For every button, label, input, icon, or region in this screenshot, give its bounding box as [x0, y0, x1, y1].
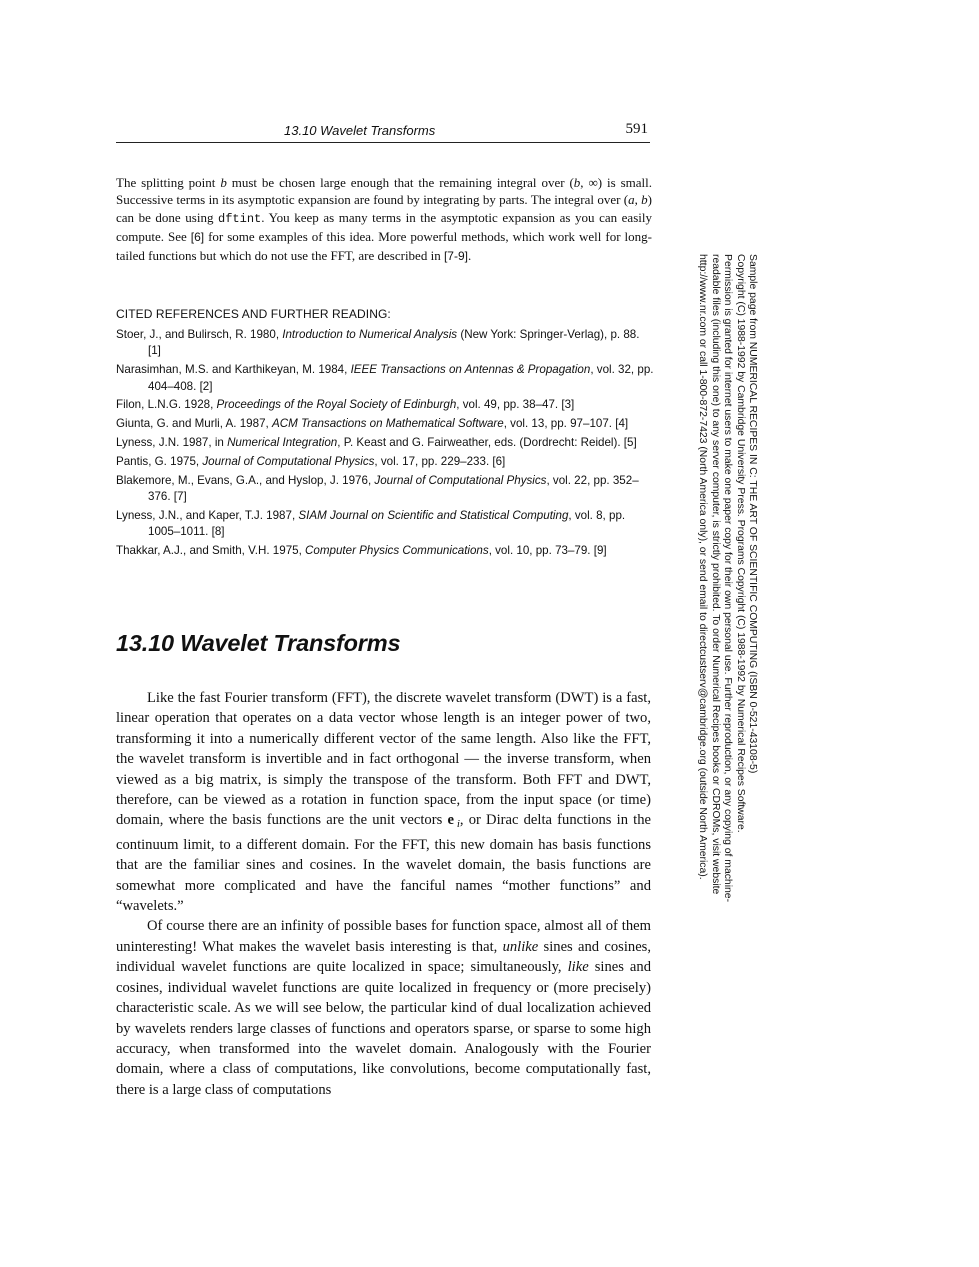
unit-vector-e: e [447, 812, 454, 829]
running-head [116, 120, 650, 143]
running-title: 13.10 Wavelet Transforms [284, 123, 436, 138]
reference-item: Blakemore, M., Evans, G.A., and Hyslop, J. 1976, Journal of Computational Physics, vol. 22, pp. 352–376. [7] [116, 473, 639, 503]
reference-item: Filon, L.N.G. 1928, Proceedings of the Royal Society of Edinburgh, vol. 49, pp. 38–47. [3] [116, 398, 575, 412]
copyright-side-notice [696, 254, 758, 914]
reference-item: Pantis, G. 1975, Journal of Computational Physics, vol. 17, pp. 229–233. [6] [116, 454, 506, 468]
reference-item: Narasimhan, M.S. and Karthikeyan, M. 1984, IEEE Transactions on Antennas & Propagation, vol. 32, pp. 404–408. [2] [116, 363, 654, 393]
section-body [116, 688, 651, 1100]
side-notice-line: Sample page from NUMERICAL RECIPES IN C: THE ART OF SCIENTIFIC COMPUTING (ISBN 0-521-43108-5) [747, 254, 759, 774]
reference-item: Lyness, J.N. 1987, in Numerical Integration, P. Keast and G. Fairweather, eds. (Dordrecht: Reidel). [5] [116, 436, 637, 449]
unit-vector-subscript: i [456, 818, 460, 831]
reference-item: Giunta, G. and Murli, A. 1987, ACM Transactions on Mathematical Software, vol. 13, pp. 97–107. [4] [116, 417, 629, 431]
references-list [116, 327, 654, 562]
references-heading: CITED REFERENCES AND FURTHER READING: [116, 307, 391, 321]
body-paragraph-1: Like the fast Fourier transform (FFT), the discrete wavelet transform (DWT) is a fast, linear operation that operates on a data vector whose length is an integer power of two, transforming it into a numerically different vector of the same length. Also like the FFT, the wavelet transform is invertible and in fact orthogonal — the inverse transform, when viewed as a big matrix, is simply the transpose of the transform. Both FFT and DWT, therefore, can be viewed as a rotation in function space, from the input space (or time) domain, where the basis functions are the unit vectors e $_i$, or Dirac delta functions in the continuum limit, to a different domain. For the FFT, this new domain has basis functions that are the familiar sines and cosines. In the wavelet domain, the basis functions are somewhat more complicated and have the fanciful names “mother functions” and “wavelets.” [116, 690, 651, 915]
side-notice-line: Permission is granted for internet users to make one paper copy for their own personal use. Further reproduction, or any copying of machine- [722, 254, 734, 903]
side-notice-line: Copyright (C) 1988-1992 by Cambridge University Press. Programs Copyright (C) 1988-1992 by Numerical Recipes Software. [734, 254, 746, 833]
side-notice-line: http://www.nr.com or call 1-800-872-7423 (North America only), or send email to directcustserv@cambridge.org (outside North America). [697, 254, 709, 880]
citation-6: [6] [190, 230, 205, 245]
reference-item: Stoer, J., and Bulirsch, R. 1980, Introduction to Numerical Analysis (New York: Springer-Verlag), p. 88. [1] [116, 328, 640, 358]
body-paragraph-2: Of course there are an infinity of possible bases for function space, almost all of them uninteresting! What makes the wavelet basis interesting is that, unlike sines and cosines, individual wavelet functions are quite localized in space; simultaneously, like sines and cosines, individual wavelet functions are quite localized in frequency or (more precisely) characteristic scale. As we will see below, the particular kind of dual localization achieved by wavelets renders large classes of functions and operators sparse, or sparse to some high accuracy, when transformed into the wavelet domain. Analogously with the Fourier domain, where a class of computations, like convolutions, become computationally fast, there is a large class of computations [116, 918, 651, 1098]
reference-item: Lyness, J.N., and Kaper, T.J. 1987, SIAM Journal on Scientific and Statistical Computing, vol. 8, pp. 1005–1011. [8] [116, 508, 626, 539]
side-notice-line: readable files (including this one) to any server computer, is strictly prohibited. To order Numerical Recipes books or CDROMs, visit website [709, 254, 721, 895]
citation-7-9: [7-9] [443, 248, 468, 263]
section-title: 13.10 Wavelet Transforms [116, 630, 401, 656]
intro-paragraph: The splitting point b must be chosen large enough that the remaining integral over (b, ∞) is small. Successive terms in its asymptotic expansion are found by integrating by parts. The integral over (a, b) can be done using dftint. You keep as many terms in the asymptotic expansion as you can easily compute. See [6] for some examples of this idea. More powerful methods, which work well for long-tailed functions but which do not use the FFT, are described in [7-9]. [116, 175, 653, 263]
page-number: 591 [625, 121, 648, 137]
reference-item: Thakkar, A.J., and Smith, V.H. 1975, Computer Physics Communications, vol. 10, pp. 73–79. [9] [116, 544, 607, 557]
code-dftint: dftint [218, 211, 262, 226]
